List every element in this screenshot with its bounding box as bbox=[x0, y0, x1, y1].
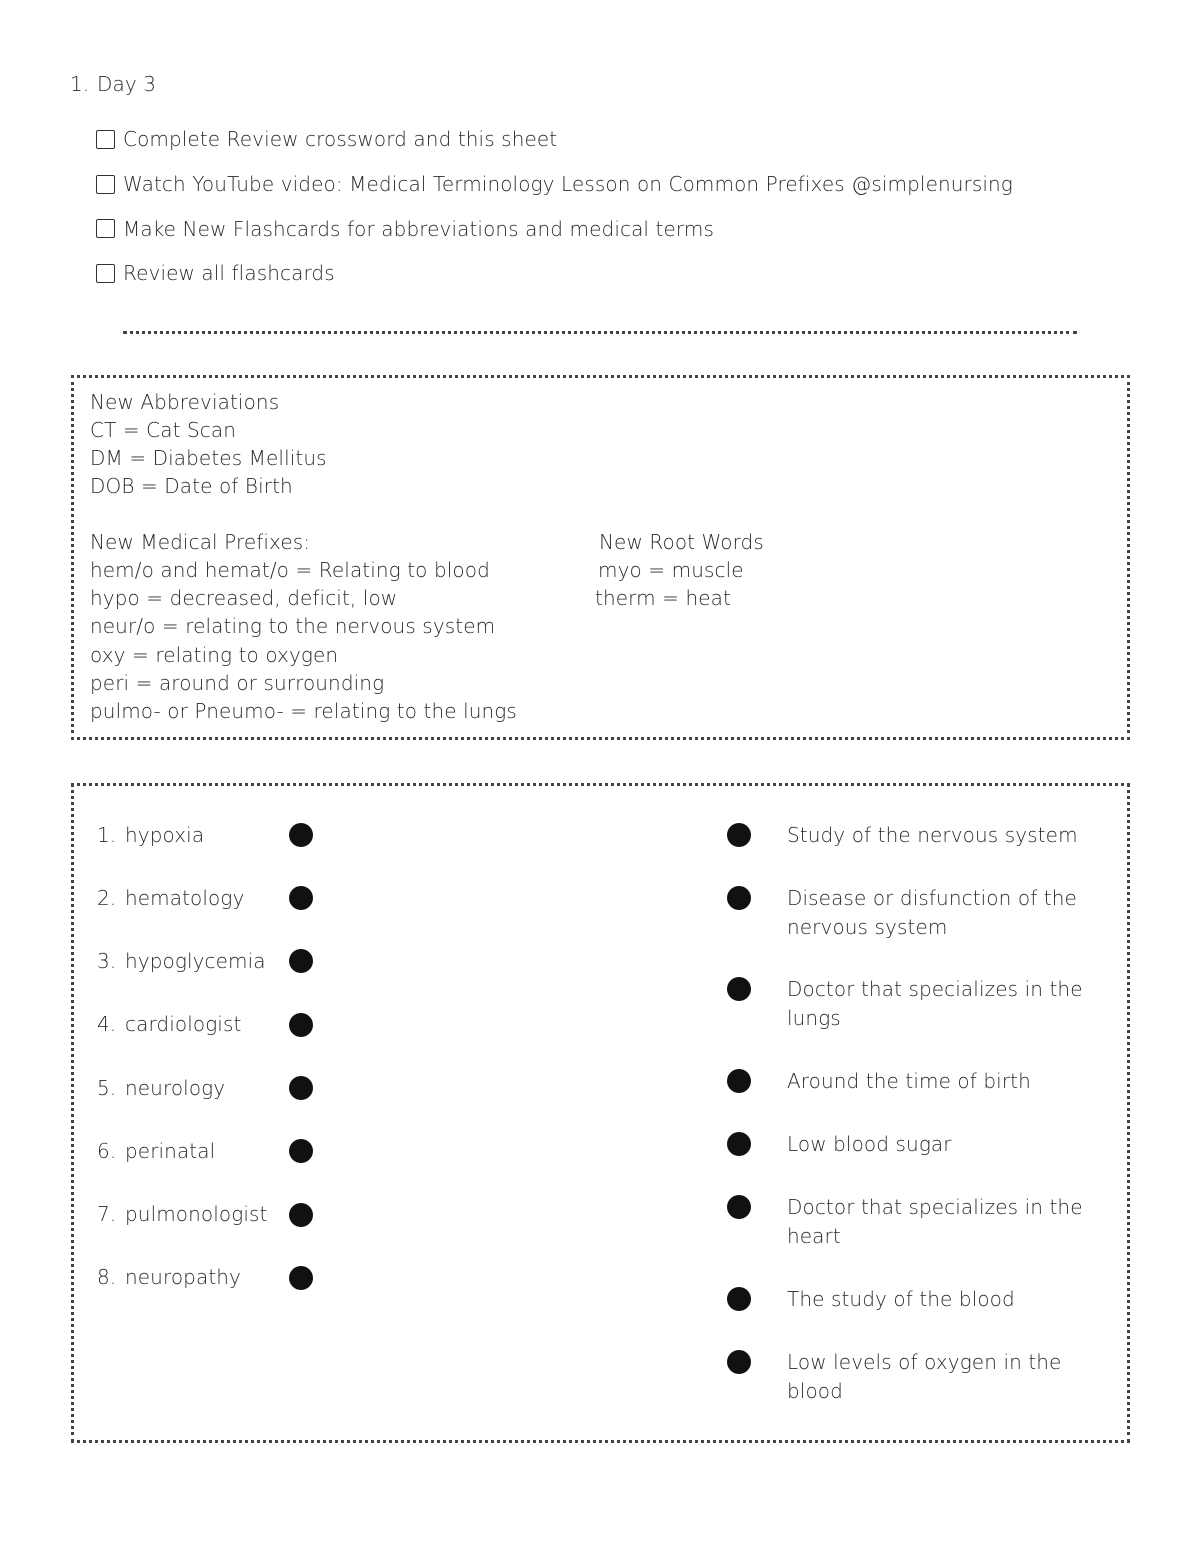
abbreviation-item: DM = Diabetes Mellitus bbox=[90, 446, 327, 470]
prefixes-title: New Medical Prefixes: bbox=[90, 530, 311, 554]
term-connector-dot[interactable] bbox=[289, 1203, 313, 1227]
match-definition: Low blood sugar bbox=[787, 1132, 952, 1156]
abbreviation-item: CT = Cat Scan bbox=[90, 418, 236, 442]
match-definition: Study of the nervous system bbox=[787, 823, 1078, 847]
match-term bbox=[97, 886, 244, 910]
day-title: Day 3 bbox=[97, 72, 157, 96]
term-word: neurology bbox=[125, 1076, 226, 1100]
term-number: 3. bbox=[97, 949, 117, 973]
match-definition: The study of the blood bbox=[787, 1287, 1015, 1311]
checkbox-icon[interactable] bbox=[96, 264, 115, 283]
task-checklist bbox=[96, 117, 1013, 296]
term-number: 8. bbox=[97, 1265, 117, 1289]
task-label: Complete Review crossword and this sheet bbox=[123, 127, 558, 152]
task-item[interactable] bbox=[96, 117, 1013, 162]
term-word: perinatal bbox=[125, 1139, 216, 1163]
prefix-item: hem/o and hemat/o = Relating to blood bbox=[90, 558, 490, 582]
match-term bbox=[97, 1265, 241, 1289]
term-word: pulmonologist bbox=[125, 1202, 268, 1226]
task-label: Review all flashcards bbox=[123, 261, 335, 286]
task-label: Make New Flashcards for abbreviations and medical terms bbox=[123, 216, 714, 241]
root-item: therm = heat bbox=[595, 586, 731, 610]
root-item: myo = muscle bbox=[598, 558, 744, 582]
term-word: hypoglycemia bbox=[125, 949, 266, 973]
term-word: hematology bbox=[125, 886, 245, 910]
definition-connector-dot[interactable] bbox=[727, 1069, 751, 1093]
term-connector-dot[interactable] bbox=[289, 1076, 313, 1100]
term-number: 6. bbox=[97, 1139, 117, 1163]
task-item[interactable] bbox=[96, 162, 1013, 207]
match-term bbox=[97, 1139, 215, 1163]
prefix-item: oxy = relating to oxygen bbox=[90, 643, 339, 667]
match-term bbox=[97, 1076, 225, 1100]
term-number: 5. bbox=[97, 1076, 117, 1100]
term-connector-dot[interactable] bbox=[289, 1139, 313, 1163]
term-number: 2. bbox=[97, 886, 117, 910]
match-term bbox=[97, 823, 204, 847]
term-connector-dot[interactable] bbox=[289, 949, 313, 973]
match-term bbox=[97, 1202, 267, 1226]
abbreviations-title: New Abbreviations bbox=[90, 390, 280, 414]
term-number: 7. bbox=[97, 1202, 117, 1226]
dotted-divider bbox=[123, 331, 1077, 334]
term-number: 4. bbox=[97, 1012, 117, 1036]
definition-connector-dot[interactable] bbox=[727, 886, 751, 910]
checkbox-icon[interactable] bbox=[96, 130, 115, 149]
match-definition: Doctor that specializes in the heart bbox=[787, 1195, 1083, 1248]
match-term bbox=[97, 949, 266, 973]
term-connector-dot[interactable] bbox=[289, 886, 313, 910]
matching-box bbox=[71, 783, 1130, 1443]
prefix-item: hypo = decreased, deficit, low bbox=[90, 586, 398, 610]
term-word: hypoxia bbox=[125, 823, 205, 847]
checkbox-icon[interactable] bbox=[96, 175, 115, 194]
roots-title: New Root Words bbox=[599, 530, 764, 554]
checkbox-icon[interactable] bbox=[96, 219, 115, 238]
day-number: 1. bbox=[70, 72, 90, 96]
prefix-item: peri = around or surrounding bbox=[90, 671, 385, 695]
task-item[interactable] bbox=[96, 206, 1013, 251]
prefix-item: neur/o = relating to the nervous system bbox=[90, 614, 496, 638]
definition-connector-dot[interactable] bbox=[727, 1350, 751, 1374]
definition-connector-dot[interactable] bbox=[727, 1132, 751, 1156]
term-connector-dot[interactable] bbox=[289, 1266, 313, 1290]
day-heading bbox=[70, 72, 156, 96]
match-definition: Disease or disfunction of the nervous system bbox=[787, 886, 1077, 939]
task-item[interactable] bbox=[96, 251, 1013, 296]
term-number: 1. bbox=[97, 823, 117, 847]
match-definition: Low levels of oxygen in the blood bbox=[787, 1350, 1062, 1403]
definition-connector-dot[interactable] bbox=[727, 1195, 751, 1219]
term-word: cardiologist bbox=[125, 1012, 242, 1036]
task-label: Watch YouTube video: Medical Terminology Lesson on Common Prefixes @simplenursing bbox=[123, 172, 1013, 197]
term-connector-dot[interactable] bbox=[289, 1013, 313, 1037]
abbreviation-item: DOB = Date of Birth bbox=[90, 474, 293, 498]
match-definition: Around the time of birth bbox=[787, 1069, 1031, 1093]
definition-connector-dot[interactable] bbox=[727, 977, 751, 1001]
definition-connector-dot[interactable] bbox=[727, 1287, 751, 1311]
term-connector-dot[interactable] bbox=[289, 823, 313, 847]
match-term bbox=[97, 1012, 241, 1036]
definition-connector-dot[interactable] bbox=[727, 823, 751, 847]
term-word: neuropathy bbox=[125, 1265, 241, 1289]
prefix-item: pulmo- or Pneumo- = relating to the lungs bbox=[90, 699, 517, 723]
match-definition: Doctor that specializes in the lungs bbox=[787, 977, 1083, 1030]
